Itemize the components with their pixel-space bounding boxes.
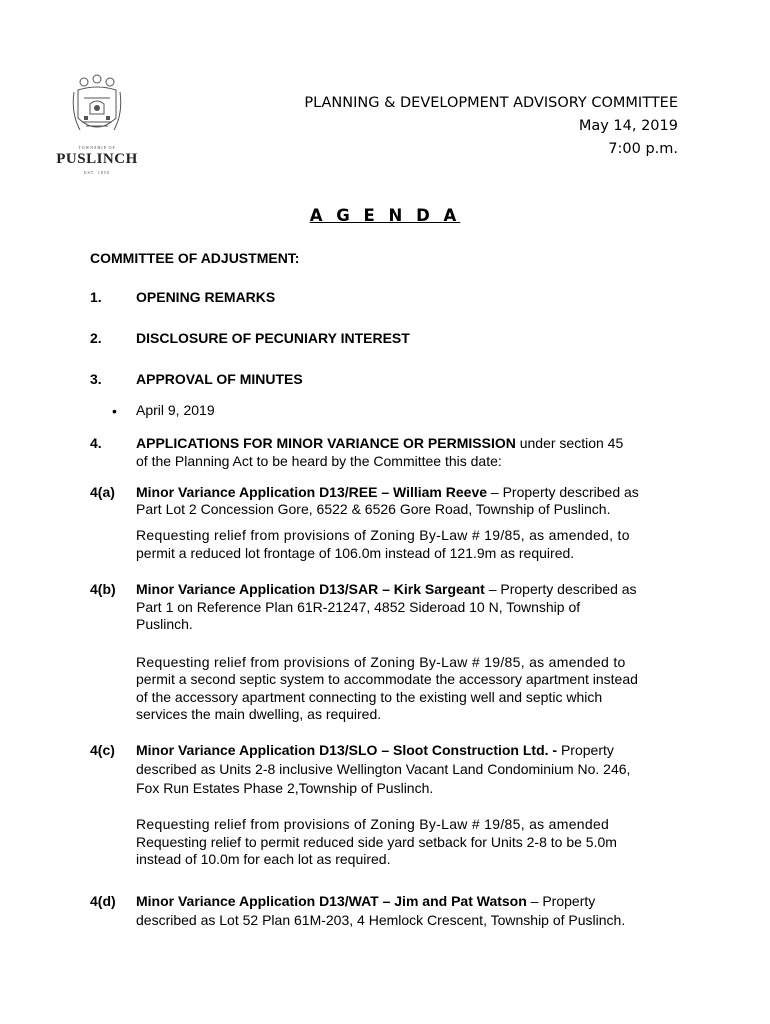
meeting-date: May 14, 2019 <box>578 118 678 134</box>
meeting-time: 7:00 p.m. <box>608 141 678 157</box>
item-title: APPROVAL OF MINUTES <box>136 371 303 387</box>
application-desc-line: Part 1 on Reference Plan 61R-21247, 4852 Sideroad 10 N, Township of <box>136 599 581 615</box>
application-title: Minor Variance Application D13/SAR – Kirk Sargeant <box>136 581 485 597</box>
application-desc-start: – Property described as <box>487 484 639 500</box>
application-heading <box>136 580 637 598</box>
township-logo <box>56 74 138 184</box>
request-line: Requesting relief from provisions of Zoning By-Law # 19/85, as amended, to <box>136 527 630 543</box>
application-desc-start: – Property <box>526 893 596 909</box>
request-line: Requesting relief to permit reduced side yard setback for Units 2-8 to be 5.0m <box>136 834 617 850</box>
township-crest-icon <box>70 74 124 142</box>
application-number: 4(a) <box>90 484 115 500</box>
application-number: 4(d) <box>90 893 116 909</box>
bullet-icon: • <box>112 403 117 419</box>
request-line: services the main dwelling, as required. <box>136 706 382 722</box>
request-line: Requesting relief from provisions of Zoning By-Law # 19/85, as amended <box>136 816 610 832</box>
minutes-date: April 9, 2019 <box>136 402 215 418</box>
application-desc-line: Puslinch. <box>136 616 193 632</box>
logo-name: PUSLINCH <box>56 151 138 167</box>
application-title: Minor Variance Application D13/WAT – Jim and Pat Watson <box>136 893 527 909</box>
item-number: 2. <box>90 330 102 346</box>
section-heading: COMMITTEE OF ADJUSTMENT: <box>90 250 300 266</box>
request-line: permit a reduced lot frontage of 106.0m instead of 121.9m as required. <box>136 545 575 561</box>
application-number: 4(b) <box>90 581 116 597</box>
application-desc-line: described as Units 2-8 inclusive Wellington Vacant Land Condominium No. 246, <box>136 761 631 777</box>
application-desc-line: Fox Run Estates Phase 2,Township of Puslinch. <box>136 780 434 796</box>
application-desc-line: described as Lot 52 Plan 61M-203, 4 Hemlock Crescent, Township of Puslinch. <box>136 912 626 928</box>
item4-line: of the Planning Act to be heard by the Committee this date: <box>136 453 502 469</box>
item4-title: APPLICATIONS FOR MINOR VARIANCE OR PERMISSION <box>136 435 516 451</box>
item-title: OPENING REMARKS <box>136 289 276 305</box>
item4-heading <box>136 434 623 452</box>
item-title: DISCLOSURE OF PECUNIARY INTEREST <box>136 330 410 346</box>
application-heading <box>136 483 639 501</box>
application-heading <box>136 892 595 910</box>
request-line: Requesting relief from provisions of Zoning By-Law # 19/85, as amended to <box>136 654 626 670</box>
application-desc-start: – Property described as <box>484 581 637 597</box>
application-desc-line: Part Lot 2 Concession Gore, 6522 & 6526 Gore Road, Township of Puslinch. <box>136 501 611 517</box>
request-line: of the accessory apartment connecting to the existing well and septic which <box>136 689 603 705</box>
agenda-title: A G E N D A <box>309 206 461 225</box>
item-number: 4. <box>90 435 102 451</box>
item-number: 1. <box>90 289 102 305</box>
logo-township-text: TOWNSHIP OF <box>78 145 116 150</box>
logo-established-text: EST. 1850 <box>84 170 110 175</box>
item-number: 3. <box>90 371 102 387</box>
application-number: 4(c) <box>90 742 115 758</box>
request-line: instead of 10.0m for each lot as required. <box>136 851 391 867</box>
committee-title: PLANNING & DEVELOPMENT ADVISORY COMMITTEE <box>304 95 678 111</box>
application-title: Minor Variance Application D13/SLO – Sloot Construction Ltd. - <box>136 742 558 758</box>
request-line: permit a second septic system to accommodate the accessory apartment instead <box>136 671 638 687</box>
application-heading <box>136 741 614 759</box>
application-title: Minor Variance Application D13/REE – William Reeve <box>136 484 488 500</box>
application-desc-start: Property <box>557 742 614 758</box>
item4-title-suffix: under section 45 <box>515 435 624 451</box>
